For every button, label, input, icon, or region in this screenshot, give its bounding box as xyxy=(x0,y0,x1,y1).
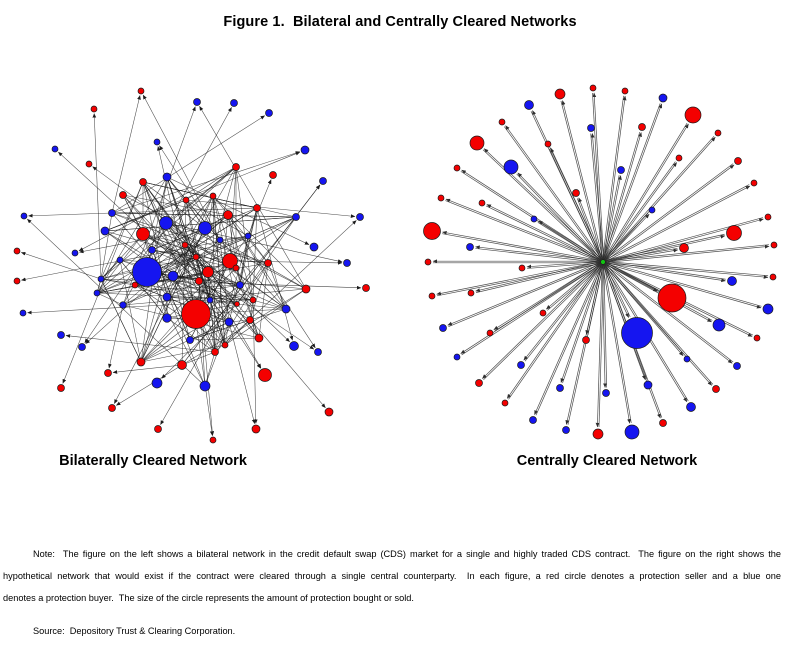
caption-bilateral: Bilaterally Cleared Network xyxy=(59,453,247,469)
figure-note xyxy=(3,543,781,609)
note-line-1: Note: The figure on the left shows a bilateral network in the credit default swap (CDS) market for a single and highly traded CDS contract. The figure on the right shows the xyxy=(33,549,781,559)
figure-source: Source: Depository Trust & Clearing Corporation. xyxy=(33,626,236,636)
central-network-svg xyxy=(400,68,795,460)
note-line-3: denotes a protection buyer. The size of the circle represents the amount of protection bought or sold. xyxy=(3,593,414,603)
caption-central: Centrally Cleared Network xyxy=(516,453,698,469)
bilateral-network-svg xyxy=(0,78,400,458)
note-line-2: hypothetical network that would exist if the contract were cleared through a single central counterparty. In each figure, a red circle denotes a protection seller and a blue one xyxy=(3,571,781,581)
figure-title: Figure 1. Bilateral and Centrally Cleared Networks xyxy=(223,14,577,30)
